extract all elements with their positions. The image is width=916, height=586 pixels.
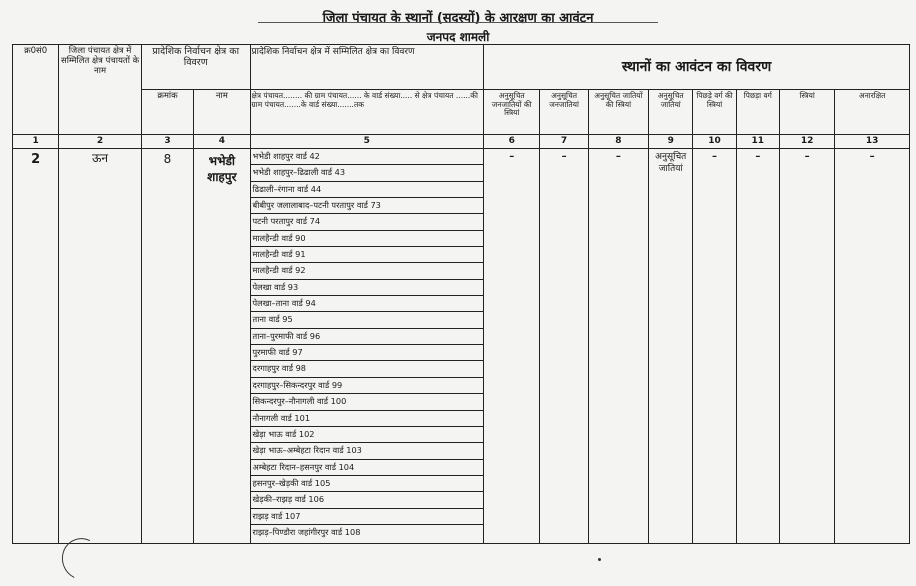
row-kramank: 8 <box>141 149 193 544</box>
header-constituency-detail: प्रादेशिक निर्वाचन क्षेत्र का विवरण <box>141 45 250 90</box>
header-allocation: स्थानों का आवंटन का विवरण <box>484 45 910 90</box>
row-allocation-line1: अनुसूचित <box>655 152 687 162</box>
row-st: – <box>540 149 588 544</box>
ward-item: नौनागली वार्ड 101 <box>251 411 484 427</box>
ward-item: राझड़ वार्ड 107 <box>251 509 484 525</box>
ink-dot <box>598 558 601 561</box>
ward-item: ताना वार्ड 95 <box>251 312 484 328</box>
header-naam: नाम <box>194 90 250 135</box>
row-sc <box>649 149 693 544</box>
ward-item: खेड़की–राझड़ वार्ड 106 <box>251 492 484 508</box>
row-sc-women: – <box>588 149 648 544</box>
table-row <box>13 149 910 544</box>
ward-item: अम्बेहटा रिदान–हसनपुर वार्ड 104 <box>251 460 484 476</box>
row-serial: 2 <box>13 149 59 544</box>
column-number: 4 <box>194 135 250 149</box>
ward-item: मालहैन्डी वार्ड 91 <box>251 247 484 263</box>
row-obc: – <box>736 149 779 544</box>
header-included-area: प्रादेशिक निर्वाचन क्षेत्र में सम्मिलित क्षेत्र का विवरण <box>250 45 484 90</box>
column-number: 6 <box>484 135 540 149</box>
ward-item: ताना–पुरमाफी वार्ड 96 <box>251 329 484 345</box>
column-number: 5 <box>250 135 484 149</box>
column-number: 3 <box>141 135 193 149</box>
header-serial: क्र0सं0 <box>13 45 59 135</box>
ward-item: मालहैन्डी वार्ड 92 <box>251 263 484 279</box>
row-naam-line1: भभेडी <box>208 154 236 168</box>
column-number: 9 <box>649 135 693 149</box>
row-panchayat: ऊन <box>59 149 142 544</box>
header-st: अनुसूचित जनजातियां <box>540 90 588 135</box>
row-st-women: – <box>484 149 540 544</box>
header-obc: पिछड़ा वर्ग <box>736 90 779 135</box>
row-wards <box>250 149 484 544</box>
header-panchayat-names: जिला पंचायत क्षेत्र में सम्मिलित क्षेत्र पंचायतों के नाम <box>59 45 142 135</box>
ward-item: ढिढाली–रंगाना वार्ड 44 <box>251 182 484 198</box>
row-unreserved: – <box>835 149 910 544</box>
ward-list <box>251 149 484 540</box>
header-st-women: अनुसूचित जनजातियों की स्त्रियां <box>484 90 540 135</box>
header-kramank: क्रमांक <box>141 90 193 135</box>
row-naam-line2: शाहपुर <box>207 170 237 185</box>
column-number: 7 <box>540 135 588 149</box>
header-women: स्त्रियां <box>779 90 834 135</box>
header-sc-women: अनुसूचित जातियों की स्त्रियां <box>588 90 648 135</box>
ward-item: दरगाहपुर–सिकन्दरपुर वार्ड 99 <box>251 378 484 394</box>
header-included-area-format: क्षेत्र पंचायत........ की ग्राम पंचायत...... के वार्ड संख्या..... से क्षेत्र पंचायत ......की ग्राम पंचायत.......के वार्ड संख्या.......तक <box>250 90 484 135</box>
ward-item: पेलखा वार्ड 93 <box>251 280 484 296</box>
ward-item: बीबीपुर जलालाबाद–पटनी परतापुर वार्ड 73 <box>251 198 484 214</box>
ward-item: पुरमाफी वार्ड 97 <box>251 345 484 361</box>
ward-item: खेड़ा भाऊ–अम्बेहटा रिदान वार्ड 103 <box>251 443 484 459</box>
ward-item: सिकन्दरपुर–नौनागली वार्ड 100 <box>251 394 484 410</box>
row-naam <box>194 149 250 544</box>
ward-item: हसनपुर–खेड़की वार्ड 105 <box>251 476 484 492</box>
row-allocation-line2: जातियां <box>658 163 683 174</box>
reservation-table <box>12 44 910 544</box>
page-subtitle: जनपद शामली <box>426 30 490 44</box>
column-number: 10 <box>693 135 736 149</box>
column-number: 13 <box>835 135 910 149</box>
column-number: 12 <box>779 135 834 149</box>
title-underline <box>258 22 658 23</box>
column-number: 1 <box>13 135 59 149</box>
column-number: 11 <box>736 135 779 149</box>
ward-item: पटनी परतापुर वार्ड 74 <box>251 214 484 230</box>
column-number: 2 <box>59 135 142 149</box>
row-obc-women: – <box>693 149 736 544</box>
ward-item: पेलखा–ताना वार्ड 94 <box>251 296 484 312</box>
ward-item: भभेडी शाहपुर वार्ड 42 <box>251 149 484 165</box>
header-sc: अनुसूचित जातियां <box>649 90 693 135</box>
ward-item: दरगाहपुर वार्ड 98 <box>251 361 484 377</box>
ward-item: मालहैन्डी वार्ड 90 <box>251 231 484 247</box>
ward-item: खेड़ा भाऊ वार्ड 102 <box>251 427 484 443</box>
ward-item: भभेडी शाहपुर–ढिढाली वार्ड 43 <box>251 165 484 181</box>
header-obc-women: पिछड़े वर्ग की स्त्रियां <box>693 90 736 135</box>
row-women: – <box>779 149 834 544</box>
ward-item: राझड़–पिण्डौरा जहांगीरपुर वार्ड 108 <box>252 526 361 537</box>
column-number: 8 <box>588 135 648 149</box>
header-unreserved: अनारक्षित <box>835 90 910 135</box>
page-title: जिला पंचायत के स्थानों (सदस्यों) के आरक्षण का आवंटन <box>322 11 594 26</box>
